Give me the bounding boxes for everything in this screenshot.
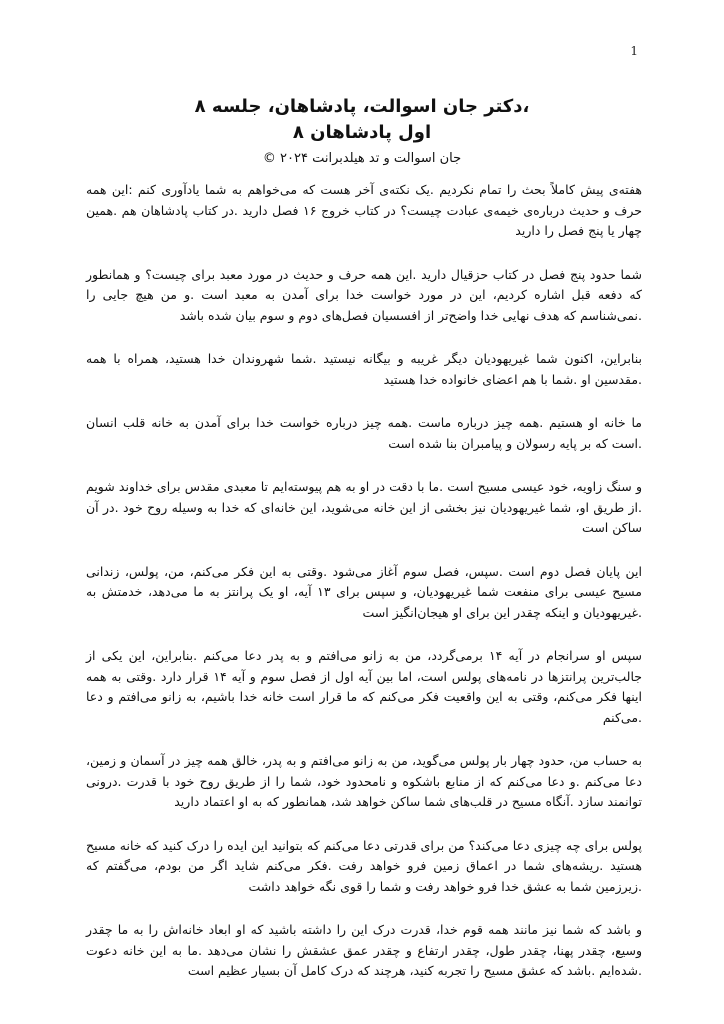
document-byline: جان اسوالت و تد هیلدبرانت ۲۰۲۴ © [262, 151, 462, 166]
paragraph-2: شما حدود پنج فصل در کتاب حزقیال دارید .این همه حرف و حدیث در مورد معبد برای چیست؟ و همانطور که دفعه قبل اشاره کردیم، این در مورد خواست خدا برای آمدن به معبد است .و من هیچ جایی را .نمی‌شناسم که هدف نهایی خدا واضح‌تر از افسسیان فصل‌های دوم و سوم بیان شده باشد [86, 266, 642, 323]
document-body [86, 180, 642, 1005]
document-header [60, 94, 664, 170]
paragraph-3: بنابراین، اکنون شما غیریهودیان دیگر غریبه و بیگانه نیستید .شما شهروندان خدا هستید، همراه با همه .مقدسین او .شما با هم اعضای خانواده خدا هستید [86, 351, 642, 387]
paragraph-9: پولس برای چه چیزی دعا می‌کند؟ من برای قدرتی دعا می‌کنم که بتوانید این ایده را درک کنید که خانه مسیح هستید .ریشه‌های شما در اعماق زمین فرو خواهد رفت .فکر می‌کنم شاید اگر من بودم، می‌گفتم که .زیرزمین شما به عشق خدا فرو خواهد رفت و شما را قوی نگه خواهد داشت [86, 837, 642, 894]
paragraph-1: هفته‌ی پیش کاملاً بحث را تمام نکردیم .یک نکته‌ی آخر هست که می‌خواهم به شما یادآوری کنم :این همه حرف و حدیث درباره‌ی خیمه‌ی عبادت چیست؟ در کتاب خروج ۱۶ فصل دارید .در کتاب پادشاهان هم .همین چهار یا پنج فصل را دارید [86, 182, 642, 238]
paragraph-4: ما خانه او هستیم .همه چیز درباره ماست .همه چیز درباره خواست خدا برای آمدن به خانه قلب انسان .است که بر پایه رسولان و پیامبران بنا شده است [86, 415, 642, 451]
paragraph-8: به حساب من، حدود چهار بار پولس می‌گوید، من به زانو می‌افتم و به پدر، خالق همه چیز در آسمان و زمین، دعا می‌کنم .و دعا می‌کنم که از منابع باشکوه و نامحدود خود، شما را از طریق روح خود با قدرت .درونی توانمند سازد .آنگاه مسیح در قلب‌های شما ساکن خواهد شد، همانطور که به او اعتماد دارید [86, 753, 642, 809]
paragraph-6: این پایان فصل دوم است .سپس، فصل سوم آغاز می‌شود .وقتی به این فکر می‌کنم، من، پولس، زندانی مسیح عیسی برای منفعت شما غیریهودیان، و سپس برای ۱۳ آیه، او یک پرانتز به ما می‌دهد، خدمتش به .غیریهودیان و اینکه چقدر این برای او هیجان‌انگیز است [86, 563, 642, 620]
page-number: 1 [630, 44, 638, 58]
paragraph-5: و سنگ زاویه، خود عیسی مسیح است .ما با دقت در او به هم پیوسته‌ایم تا معبدی مقدس برای خداوند شویم .از طریق او، شما غیریهودیان نیز بخشی از این خانه می‌شوید، این خانه‌ای که خدا به وسیله روح خود .در آن ساکن است [86, 479, 642, 535]
paragraph-7: سپس او سرانجام در آیه ۱۴ برمی‌گردد، من به زانو می‌افتم و به پدر دعا می‌کنم .بنابراین، این یکی از جالب‌ترین پرانتزها در نامه‌های پولس است، اما بین آیه اول از فصل سوم و آیه ۱۴ قرار دارد .وقتی به همه اینها فکر می‌کنم، وقتی به این واقعیت فکر می‌کنم که ما قرار است خانه خدا باشیم، به زانو می‌افتم و دعا .می‌کنم [86, 648, 642, 725]
document-title: ،دکتر جان اسوالت، پادشاهان، جلسه ۸ [194, 96, 530, 117]
paragraph-10: و باشد که شما نیز مانند همه قوم خدا، قدرت درک این را داشته باشید که او ابعاد خانه‌اش را به ما چقدر وسیع، چقدر پهنا، چقدر طول، چقدر ارتفاع و چقدر عمق عشقش را نشان می‌دهد .ما به این خانه دعوت .شده‌ایم .باشد که عشق مسیح را تجربه کنید، هرچند که درک کامل آن بسیار عظیم است [86, 922, 642, 978]
document-subtitle: اول پادشاهان ۸ [292, 122, 432, 143]
